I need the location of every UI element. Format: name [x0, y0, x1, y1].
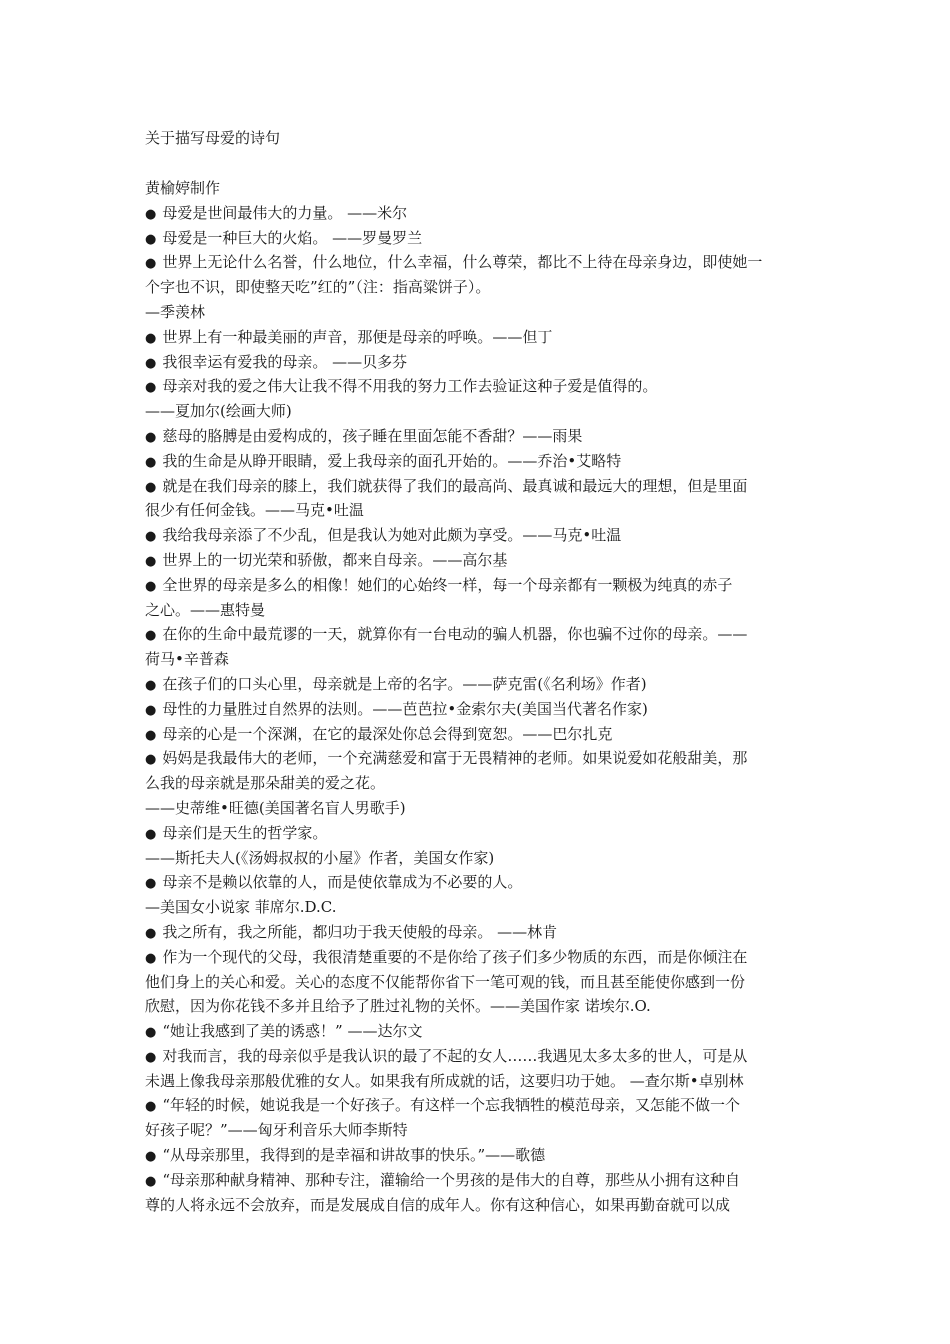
quote-line [145, 1093, 813, 1118]
line-text: 母亲对我的爱之伟大让我不得不用我的努力工作去验证这种子爱是值得的。 [162, 377, 658, 396]
line-text: 妈妈是我最伟大的老师，一个充满慈爱和富于无畏精神的老师。如果说爱如花般甜美，那 [162, 749, 748, 768]
continuation-line [145, 647, 813, 672]
continuation-line [145, 970, 813, 995]
line-text: 母性的力量胜过自然界的法则。——芭芭拉•金索尔夫(美国当代著名作家) [162, 699, 648, 718]
line-text: 母爱是世间最伟大的力量。 ——米尔 [162, 203, 408, 222]
line-text: 慈母的胳膊是由爱构成的，孩子睡在里面怎能不香甜？——雨果 [162, 426, 583, 445]
bullet-icon: ● [145, 578, 157, 594]
line-text: 世界上有一种最美丽的声音，那便是母亲的呼唤。——但丁 [162, 327, 553, 346]
line-text: 作为一个现代的父母，我很清楚重要的不是你给了孩子们多少物质的东西，而是你倾注在 [162, 947, 748, 966]
quote-line [145, 722, 813, 747]
quote-line [145, 250, 813, 275]
continuation-line [145, 1069, 813, 1094]
continuation-line [145, 399, 813, 424]
bullet-icon: ● [145, 876, 157, 892]
document-body [145, 176, 813, 1217]
continuation-line [145, 598, 813, 623]
line-text: 在你的生命中最荒谬的一天，就算你有一台电动的骗人机器，你也骗不过你的母亲。—— [162, 625, 748, 644]
continuation-line [145, 796, 813, 821]
quote-line [145, 325, 813, 350]
quote-line [145, 474, 813, 499]
continuation-line [145, 1118, 813, 1143]
line-text: 么我的母亲就是那朵甜美的爱之花。 [145, 774, 386, 793]
bullet-icon: ● [145, 950, 157, 966]
bullet-icon: ● [145, 1149, 157, 1165]
continuation-line [145, 300, 813, 325]
bullet-icon: ● [145, 925, 157, 941]
line-text: 我给我母亲添了不少乱，但是我认为她对此颇为享受。——马克•吐温 [162, 526, 622, 545]
quote-line [145, 548, 813, 573]
line-text: 就是在我们母亲的膝上，我们就获得了我们的最高尚、最真诚和最远大的理想，但是里面 [162, 476, 748, 495]
line-text: “从母亲那里，我得到的是幸福和讲故事的快乐。”——歌德 [162, 1146, 546, 1165]
quote-line [145, 1044, 813, 1069]
quote-line [145, 672, 813, 697]
line-text: 个字也不识，即使整天吃”红的”（注：指高粱饼子）。 [145, 278, 491, 297]
bullet-icon: ● [145, 231, 157, 247]
bullet-icon: ● [145, 454, 157, 470]
line-text: 在孩子们的口头心里，母亲就是上帝的名字。——萨克雷(《名利场》作者) [162, 674, 647, 693]
bullet-icon: ● [145, 1099, 157, 1115]
bullet-icon: ● [145, 380, 157, 396]
quote-line [145, 449, 813, 474]
line-text: —季羡林 [145, 302, 206, 321]
bullet-icon: ● [145, 553, 157, 569]
bullet-icon: ● [145, 752, 157, 768]
line-text: 尊的人将永远不会放弃，而是发展成自信的成年人。你有这种信心，如果再勤奋就可以成 [145, 1195, 731, 1214]
quote-line [145, 622, 813, 647]
document-title: 关于描写母爱的诗句 [145, 129, 281, 147]
quote-line [145, 945, 813, 970]
bullet-icon: ● [145, 1173, 157, 1189]
quote-line [145, 226, 813, 251]
bullet-icon: ● [145, 206, 157, 222]
quote-line [145, 746, 813, 771]
bullet-icon: ● [145, 429, 157, 445]
quote-line [145, 1168, 813, 1193]
bullet-icon: ● [145, 529, 157, 545]
line-text: 荷马•辛普森 [145, 650, 229, 669]
bullet-icon: ● [145, 479, 157, 495]
bullet-icon: ● [145, 355, 157, 371]
line-text: “母亲那种献身精神、那种专注，灌输给一个男孩的是伟大的自尊，那些从小拥有这种自 [162, 1170, 741, 1189]
line-text: 母亲不是赖以依靠的人，而是使依靠成为不必要的人。 [162, 873, 523, 892]
bullet-icon: ● [145, 826, 157, 842]
line-text: 世界上的一切光荣和骄傲，都来自母亲。——高尔基 [162, 550, 508, 569]
continuation-line [145, 1193, 813, 1218]
continuation-line [145, 176, 813, 201]
line-text: 他们身上的关心和爱。关心的态度不仅能帮你省下一笔可观的钱，而且甚至能使你感到一份 [145, 972, 746, 991]
bullet-icon: ● [145, 727, 157, 743]
line-text: 之心。——惠特曼 [145, 600, 266, 619]
bullet-icon: ● [145, 702, 157, 718]
line-text: 很少有任何金钱。——马克•吐温 [145, 501, 364, 520]
line-text: 母亲们是天生的哲学家。 [162, 823, 328, 842]
quote-line [145, 697, 813, 722]
bullet-icon: ● [145, 677, 157, 693]
line-text: 我的生命是从睁开眼睛，爱上我母亲的面孔开始的。——乔治•艾略特 [162, 451, 622, 470]
bullet-icon: ● [145, 1025, 157, 1041]
quote-line [145, 1143, 813, 1168]
quote-line [145, 201, 813, 226]
continuation-line [145, 275, 813, 300]
bullet-icon: ● [145, 256, 157, 272]
quote-line [145, 374, 813, 399]
line-text: 对我而言，我的母亲似乎是我认识的最了不起的女人……我遇见太多太多的世人，可是从 [162, 1046, 748, 1065]
quote-line [145, 350, 813, 375]
line-text: ——史蒂维•旺德(美国著名盲人男歌手) [145, 798, 406, 817]
bullet-icon: ● [145, 628, 157, 644]
line-text: —美国女小说家 菲席尔.D.C. [145, 898, 337, 917]
line-text: 黄榆婷制作 [145, 179, 221, 197]
bullet-icon: ● [145, 1049, 157, 1065]
quote-line [145, 1019, 813, 1044]
line-text: 欣慰，因为你花钱不多并且给予了胜过礼物的关怀。——美国作家 诺埃尔.O. [145, 997, 651, 1016]
line-text: 全世界的母亲是多么的相像！她们的心始终一样，每一个母亲都有一颗极为纯真的赤子 [162, 575, 733, 594]
quote-line [145, 523, 813, 548]
continuation-line [145, 895, 813, 920]
quote-line [145, 870, 813, 895]
line-text: 好孩子呢？”——匈牙利音乐大师李斯特 [145, 1121, 408, 1140]
quote-line [145, 573, 813, 598]
bullet-icon: ● [145, 330, 157, 346]
line-text: 母亲的心是一个深渊，在它的最深处你总会得到宽恕。——巴尔扎克 [162, 724, 613, 743]
quote-line [145, 920, 813, 945]
line-text: ——斯托夫人(《汤姆叔叔的小屋》作者，美国女作家) [145, 848, 495, 867]
line-text: 未遇上像我母亲那般优雅的女人。如果我有所成就的话，这要归功于她。 —查尔斯•卓别林 [145, 1071, 744, 1090]
line-text: 母爱是一种巨大的火焰。 ——罗曼罗兰 [162, 228, 423, 247]
quote-line [145, 821, 813, 846]
continuation-line [145, 846, 813, 871]
continuation-line [145, 771, 813, 796]
line-text: 世界上无论什么名誉，什么地位，什么幸福，什么尊荣，都比不上待在母亲身边，即使她一 [162, 253, 763, 272]
continuation-line [145, 498, 813, 523]
line-text: 我之所有，我之所能，都归功于我天使般的母亲。 ——林肯 [162, 922, 558, 941]
line-text: “她让我感到了美的诱惑！” ——达尔文 [162, 1022, 423, 1041]
line-text: ——夏加尔(绘画大师) [145, 402, 292, 421]
quote-line [145, 424, 813, 449]
line-text: 我很幸运有爱我的母亲。 ——贝多芬 [162, 352, 408, 371]
line-text: “年轻的时候，她说我是一个好孩子。有这样一个忘我牺牲的模范母亲，又怎能不做一个 [162, 1096, 741, 1115]
continuation-line [145, 994, 813, 1019]
